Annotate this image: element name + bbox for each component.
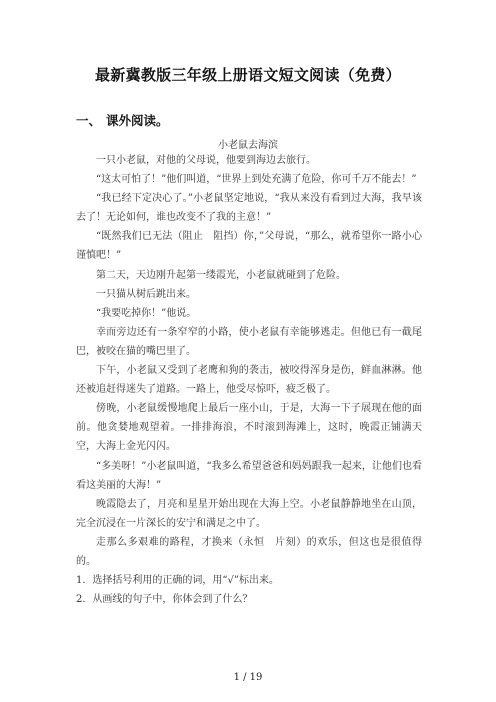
section-number: 一、 [76,113,102,128]
section-label: 课外阅读。 [106,113,169,128]
story-title: 小老鼠去海滨 [218,140,278,151]
paragraph: “多美呀！”小老鼠叫道，“我多么希望爸爸和妈妈跟我一起来，让他们也看看这美丽的大海！” [76,460,422,491]
question: 2．从画线的句子中，你体会到了什么？ [76,594,253,606]
story-body [76,151,422,609]
paragraph: 下午，小老鼠又受到了老鹰和狗的袭击，被咬得浑身是伤，鲜血淋淋。他还被追赶得迷失了道路。一路上，他受尽惊吓，疲乏极了。 [76,365,422,396]
paragraph: 一只猫从树后跳出来。 [96,288,196,300]
paragraph: “既然我们已无法（阻止 阻挡）你，”父母说，“那么，就希望你一路小心谨慎吧！” [76,231,422,262]
document-title: 最新冀教版三年级上册语文短文阅读（免费） [94,66,401,84]
paragraph: 一只小老鼠，对他的父母说，他要到海边去旅行。 [96,155,316,166]
paragraph: 幸而旁边还有一条窄窄的小路，使小老鼠有幸能够逃走。但他已有一截尾巴，被咬在猫的嘴巴里了。 [76,326,422,357]
paragraph: 走那么多艰难的路程，才换来（永恒 片刻）的欢乐，但这也是很值得的。 [76,536,422,567]
paragraph: “我已经下定决心了。”小老鼠坚定地说，“我从来没有看到过大海，我早该去了！无论如何，谁也改变不了我的主意！” [76,193,422,224]
section-heading [76,111,169,129]
paragraph: 晚霞隐去了，月亮和星星开始出现在大海上空。小老鼠静静地坐在山顶，完全沉浸在一片深长的安宁和满足之中了。 [76,498,422,529]
question: 1．选择括号利用的正确的词，用“√”标出来。 [76,575,279,587]
paragraph: “这太可怕了！”他们叫道，“世界上到处充满了危险，你可千万不能去！” [96,174,417,186]
page-number: 1 / 19 [233,672,263,683]
paragraph: 第二天，天边刚升起第一缕霞光，小老鼠就碰到了危险。 [96,269,346,281]
paragraph: 傍晚，小老鼠缓慢地爬上最后一座小山，于是，大海一下子展现在他的面前。他贪婪地观望着。一排排海浪，不时滚到海滩上，这时，晚霞正铺满天空，大海上金光闪闪。 [76,403,422,453]
paragraph: “我要吃掉你！”他说。 [96,307,197,319]
